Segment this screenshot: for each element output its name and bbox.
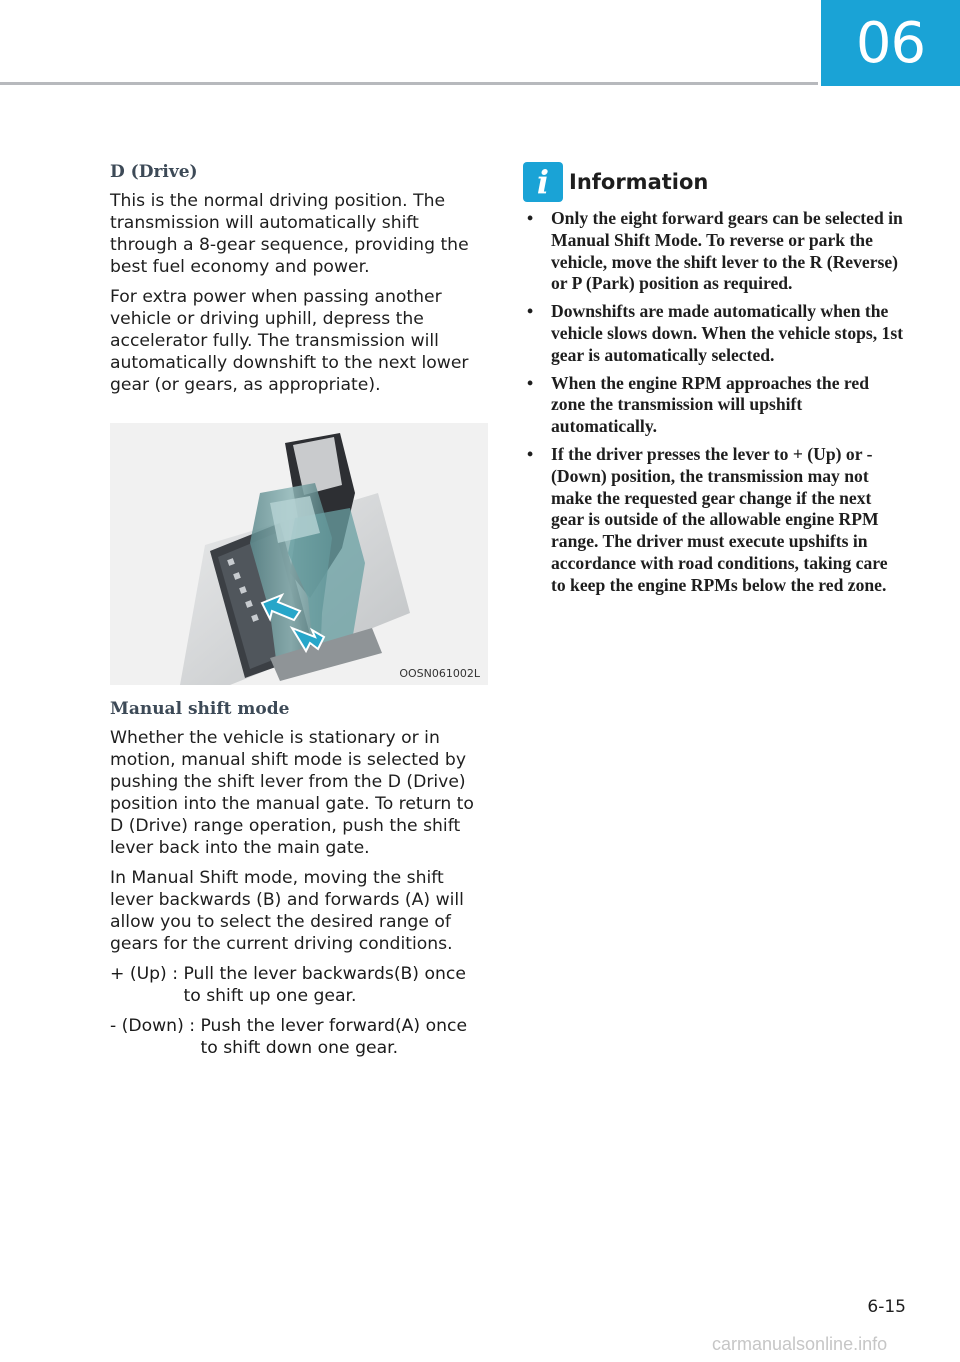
down-definition <box>110 1015 488 1059</box>
up-description: Pull the lever backwards(B) once to shift up one gear. <box>183 964 466 1006</box>
drive-paragraph-2: For extra power when passing another vehicle or driving uphill, depress the accelerator fully. The transmission will automatically downshift to the next lower gear (or gears, as appropriate). <box>110 287 469 395</box>
shift-lever-illustration <box>110 423 488 685</box>
watermark-text: carmanualsonline.info <box>712 1334 888 1354</box>
information-item: • When the engine RPM approaches the red zone the transmission will upshift automatically. <box>523 373 905 438</box>
information-item: • Only the eight forward gears can be selected in Manual Shift Mode. To reverse or park the vehicle, move the shift lever to the R (Reverse) or P (Park) position as required. <box>523 208 905 295</box>
information-box <box>523 160 905 603</box>
information-header <box>523 160 905 204</box>
up-definition <box>110 963 488 1007</box>
information-list <box>523 208 905 597</box>
shift-lever-figure <box>110 423 488 685</box>
up-term: + (Up) : <box>110 964 184 984</box>
header-rule <box>0 82 818 85</box>
left-column <box>110 160 488 1067</box>
manual-paragraph-2: In Manual Shift mode, moving the shift lever backwards (B) and forwards (A) will allow you to select the desired range of gears for the current driving conditions. <box>110 868 464 954</box>
information-title: Information <box>569 170 709 194</box>
information-item: • If the driver presses the lever to + (Up) or - (Down) position, the transmission may not make the requested gear change if the next gear is outside of the allowable engine RPM range. The driver must execute upshifts in accordance with road conditions, taking care to keep the engine RPMs below the red zone. <box>523 444 905 597</box>
manual-paragraph-1: Whether the vehicle is stationary or in motion, manual shift mode is selected by pushing the shift lever from the D (Drive) position into the manual gate. To return to D (Drive) range operation, push the shift lever back into the main gate. <box>110 728 474 858</box>
information-item: • Downshifts are made automatically when the vehicle slows down. When the vehicle stops, 1st gear is automatically selected. <box>523 301 905 366</box>
figure-code: OOSN061002L <box>399 667 480 680</box>
down-term: - (Down) : <box>110 1016 201 1036</box>
drive-heading: D (Drive) <box>110 162 198 182</box>
page-number: 6-15 <box>867 1297 906 1317</box>
information-icon: i <box>523 162 563 202</box>
chapter-number: 06 <box>855 10 926 76</box>
drive-paragraph-1: This is the normal driving position. The transmission will automatically shift through a 8-gear sequence, providing the best fuel economy and power. <box>110 191 469 277</box>
down-description: Push the lever forward(A) once to shift down one gear. <box>200 1016 468 1058</box>
chapter-tab <box>821 0 960 86</box>
manual-shift-heading: Manual shift mode <box>110 699 290 719</box>
